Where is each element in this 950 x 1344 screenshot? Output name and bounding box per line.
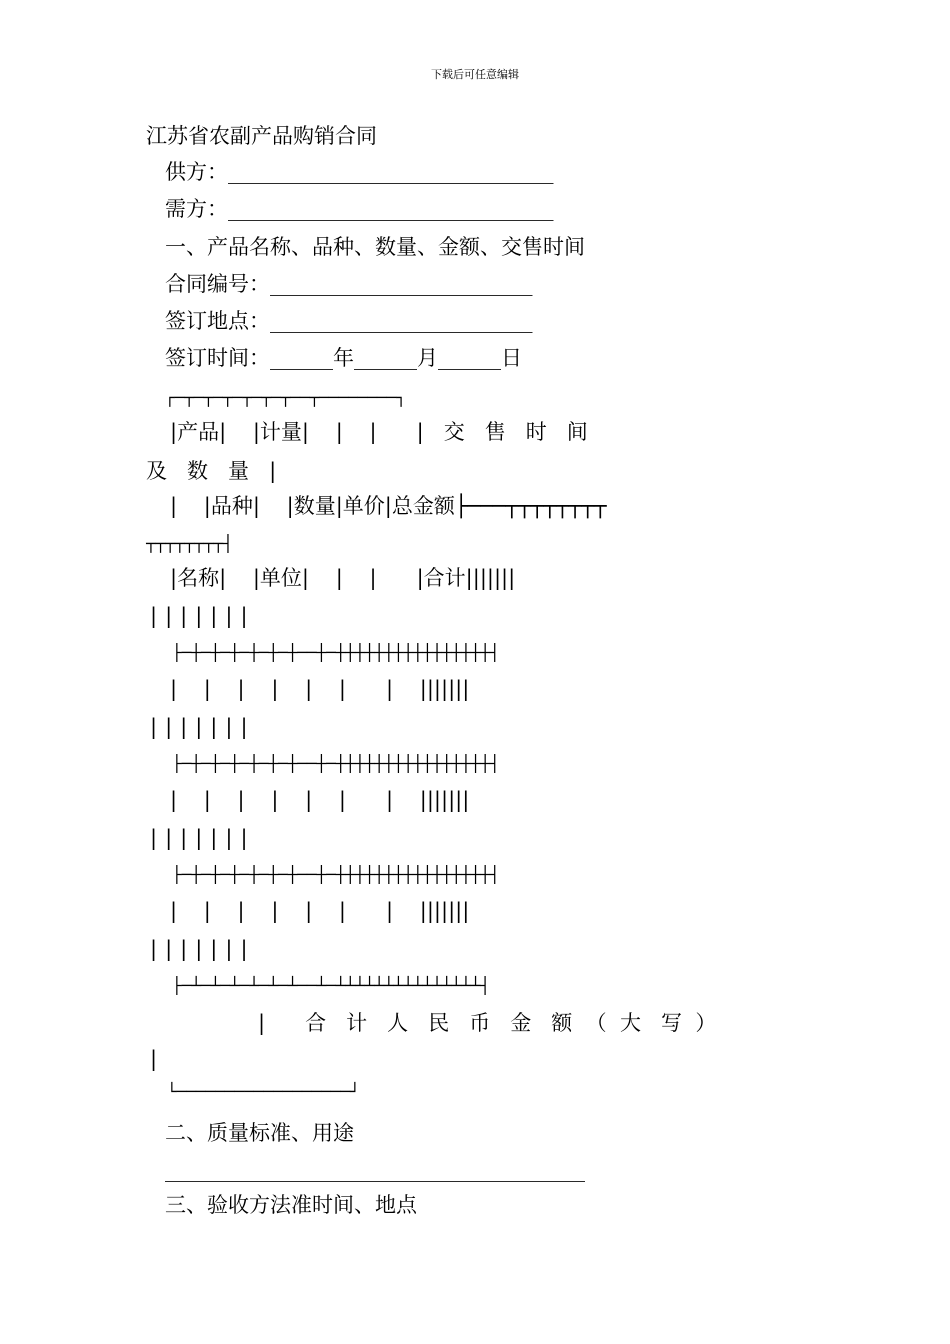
- signing-place-line: 签订地点：_________________________: [165, 309, 533, 333]
- table-row-wrap: |||||||: [150, 826, 256, 850]
- table-header-row-3: |名称| |单位| | | |合计|||||||: [170, 566, 516, 590]
- table-divider: ├─┼─┼─┼─┼─┼─┼──┼─┼┼┼┼┼┼┼┼┼┼┼┼┼┼┼┼┤: [172, 754, 500, 773]
- table-header-row-1-wrap: 及 数 量 |: [146, 459, 277, 483]
- table-header-row-2-wrap: ┬┬┬┬┬┬┬┬┤: [146, 534, 233, 553]
- page-header: 下载后可任意编辑: [431, 68, 519, 81]
- table-row: | | | | | | | |||||||: [170, 788, 470, 812]
- table-row: | | | | | | | |||||||: [170, 899, 470, 923]
- section-3-heading: 三、验收方法准时间、地点: [165, 1193, 417, 1217]
- table-row: | | | | | | | |||||||: [170, 677, 470, 701]
- section-1-heading: 一、产品名称、品种、数量、金额、交售时间: [165, 235, 585, 259]
- section-2-heading: 二、质量标准、用途: [165, 1121, 354, 1145]
- table-bottom-border: └──────────────────┘: [167, 1082, 360, 1101]
- table-divider: ├─┼─┼─┼─┼─┼─┼──┼─┼┼┼┼┼┼┼┼┼┼┼┼┼┼┼┼┤: [172, 865, 500, 884]
- table-divider: ├─┼─┼─┼─┼─┼─┼──┼─┼┼┼┼┼┼┼┼┼┼┼┼┼┼┼┼┤: [172, 643, 500, 662]
- signing-time-line: 签订时间：______年______月______日: [165, 346, 522, 370]
- supplier-line: 供方：_______________________________: [165, 160, 554, 184]
- buyer-line: 需方：_______________________________: [165, 197, 554, 221]
- table-header-row-2: | |品种| |数量|单价|总金额├───┬┬┬┬┬┬┬┬: [170, 494, 607, 518]
- document-title: 江苏省农副产品购销合同: [146, 124, 377, 148]
- table-row-wrap: |||||||: [150, 937, 256, 961]
- table-header-row-3-wrap: |||||||: [150, 604, 256, 628]
- total-amount-row: | 合 计 人 民 币 金 额 （ 大 写 ）: [258, 1011, 717, 1035]
- table-bottom-divider: ├─┴─┴─┴─┴─┴─┴──┴─┴┴┴┴┴┴┴┴┴┴┴┴┴┴┴┤: [172, 976, 490, 995]
- contract-number-line: 合同编号：_________________________: [165, 272, 533, 296]
- section-2-blank-line: ________________________________________: [165, 1158, 585, 1182]
- total-amount-row-wrap: |: [150, 1047, 158, 1071]
- table-top-border: ┌─┬─┬─┬─┬─┬─┬──┬────────┐: [165, 388, 406, 407]
- table-header-row-1: |产品| |计量| | | | 交 售 时 间: [170, 420, 588, 444]
- table-row-wrap: |||||||: [150, 715, 256, 739]
